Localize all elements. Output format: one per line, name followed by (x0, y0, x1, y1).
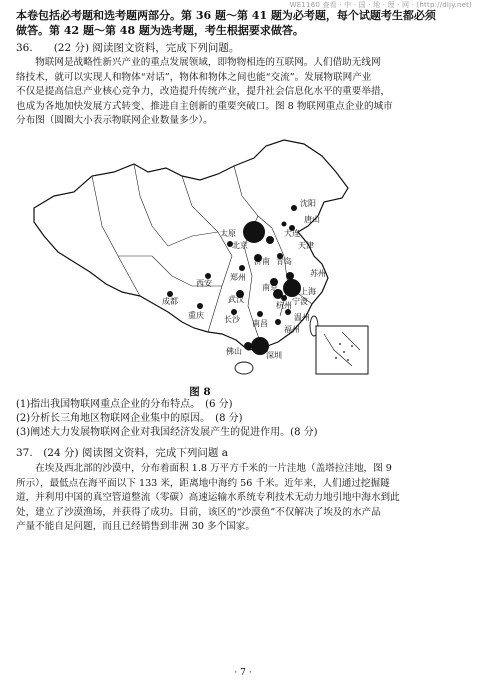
passage-line: 产量不能自足问题，而且已经销售到非洲 30 多个国家。 (16, 521, 255, 532)
city-label: 南京 (262, 283, 278, 292)
city-marker-zhengzhou (239, 265, 245, 271)
passage-line: 所示），最低点在海平面以下 133 米，距离地中海约 56 千米。近年来，人们通过挖掘隧 (16, 477, 390, 489)
city-marker-chongqing (197, 303, 203, 309)
question-37-header: 37. (24 分) 阅读图文资料，完成下列问题 a (16, 447, 229, 459)
page-number: · 7 · (234, 668, 252, 678)
subquestion: (1)指出我国物联网重点企业的分布特点。 (6 分) (16, 399, 233, 410)
passage-line: 处，建立了沙漠渔场，并获得了成功。目前，该区的“沙漠鱼”不仅解决了埃及的水产品 (16, 506, 381, 518)
city-marker-shanghai (283, 279, 301, 297)
city-label: 宁波 (292, 297, 308, 306)
notice-line: 做答。第 42 题～第 48 题为选考题，考生根据要求做答。 (16, 24, 304, 37)
question-36-header: 36. (22 分) 阅读图文资料，完成下列问题。 (16, 42, 240, 54)
city-label: 天津 (298, 241, 314, 250)
question-36-subquestions (16, 398, 318, 440)
city-label: 大连 (284, 229, 300, 238)
city-label: 太原 (220, 229, 236, 238)
passage-line: 分布图（圆圈大小表示物联网企业数量多少）。 (16, 115, 213, 126)
passage-line: 不仅是提高信息产业核心竞争力，改造提升传统产业，提升社会信息化水平的重要举措， (16, 86, 391, 97)
city-label: 长沙 (224, 315, 240, 324)
subquestion: (2)分析长三角地区物联网企业集中的原因。 (8 分) (16, 413, 243, 424)
city-marker-suzhou (286, 272, 294, 280)
city-marker-fuzhou (275, 319, 281, 325)
city-label: 温州 (294, 313, 310, 322)
city-marker-tangshan (282, 222, 287, 227)
passage-line: 也成为各地加快发展方式转变、推进自主创新的重要突破口。图 8 物联网重点企业的城市 (16, 100, 393, 112)
watermark: WE1160 查看 · 中 · 国 · 地 · 理 · 网 · (http://dljy.net) (289, 1, 472, 9)
city-label: 郑州 (230, 273, 246, 282)
city-label: 北京 (232, 241, 248, 250)
city-label: 佛山 (226, 347, 242, 356)
question-36-passage (16, 56, 472, 129)
city-label: 重庆 (188, 311, 204, 320)
city-marker-foshan (244, 342, 252, 350)
city-label: 唐山 (304, 215, 320, 224)
subquestion: (3)阐述大力发展物联网企业对我国经济发展产生的促进作用。(8 分) (16, 427, 318, 438)
city-label: 福州 (284, 325, 300, 334)
city-label: 苏州 (310, 269, 326, 278)
city-label: 深圳 (266, 351, 282, 360)
city-label: 上海 (300, 287, 316, 296)
question-37-passage (16, 462, 472, 535)
city-label: 济南 (254, 257, 270, 266)
exam-notice (16, 8, 472, 38)
passage-line: 道，并利用中国的真空管道整流（零碳）高速运输水系统专利技术无动力地引地中海水到此 (16, 492, 400, 503)
china-iot-map (22, 136, 382, 386)
city-label: 西安 (196, 279, 212, 288)
city-marker-nanchang (257, 311, 263, 317)
city-label: 沈阳 (300, 199, 316, 208)
passage-line: 在埃及西北部的沙漠中，分布着面积 1.8 万平方千米的一片洼地（盖塔拉洼地，图 9 (35, 463, 392, 474)
notice-line: 本卷包括必考题和选考题两部分。第 36 题～第 41 题为必考题，每个试题考生都必须 (16, 9, 436, 22)
city-label: 南昌 (252, 319, 268, 328)
city-marker-tianjin (266, 236, 274, 244)
city-label: 成都 (162, 297, 178, 306)
city-label: 杭州 (276, 301, 292, 310)
city-label: 武汉 (228, 295, 244, 304)
figure-caption: 图 8 (189, 386, 211, 398)
city-marker-shenyang (291, 205, 297, 211)
passage-line: 物联网是战略性新兴产业的重点发展领域，即物物相连的互联网。人们借助无线网 (35, 57, 381, 68)
passage-line: 络技术，就可以实现人和物体“对话”，物体和物体之间也能“交流”。发展物联网产业 (16, 71, 372, 83)
city-label: 青岛 (276, 257, 292, 266)
city-marker-beijing (243, 221, 265, 243)
